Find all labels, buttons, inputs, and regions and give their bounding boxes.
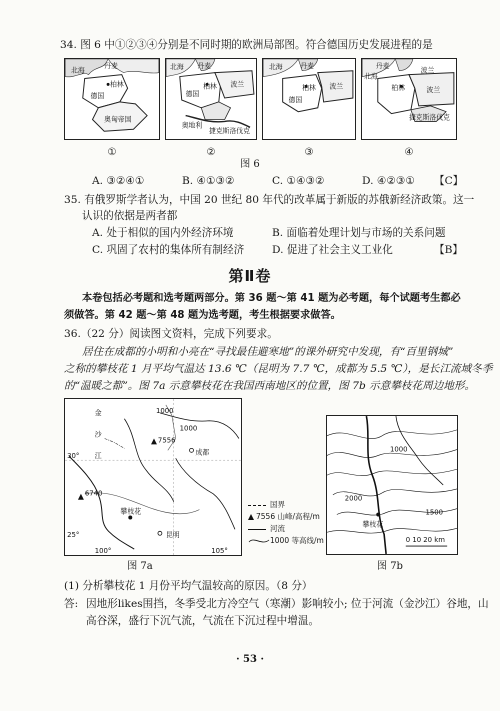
q34-option-c: C. ①④③② xyxy=(272,175,325,187)
map7a-label-jin: 金 xyxy=(94,408,102,417)
map3-label-germany: 德国 xyxy=(288,95,303,104)
map4-label-northsea: 北海 xyxy=(364,72,378,81)
map2-label-germany: 德国 xyxy=(185,90,200,99)
section-title: 第Ⅱ卷 xyxy=(228,267,272,285)
map4-numeral: ④ xyxy=(404,147,414,158)
q35-option-b: B. 面临着处理计划与市场的关系问题 xyxy=(272,227,446,239)
q35-option-a: A. 处于相似的国内外经济环境 xyxy=(92,227,234,239)
q36-answer-line2: 高谷深，盛行下沉气流，气流在下沉过程中增温。 xyxy=(86,615,320,627)
map7b-label-1500: 1500 xyxy=(425,508,443,517)
q34-option-a: A. ③②④① xyxy=(92,175,145,187)
map7a-label-contour1: 1000 xyxy=(155,406,174,415)
map2-label-austria: 奥地利 xyxy=(181,121,203,130)
q34-stem: 34. 图 6 中①②③④分别是不同时期的欧洲局部图。符合德国历史发展进程的是 xyxy=(60,39,433,51)
map7b-label-1000: 1000 xyxy=(390,445,408,454)
figure7a-caption: 图 7a xyxy=(127,561,153,572)
q36-para-line2: 之称的攀枝花 1 月平均气温达 13.6 ℃（昆明为 7.7 ℃，成都为 5.5 ℃），是长江流域冬季 xyxy=(64,363,493,375)
map7a-label-peak2: 6740 xyxy=(84,489,103,498)
legend-contour: 1000 等高线/m xyxy=(248,536,324,547)
map7a-label-peak1: 7556 xyxy=(157,436,176,445)
figure6-caption: 图 6 xyxy=(240,159,260,170)
map7b-label-city: 攀枝花 xyxy=(362,520,384,529)
page-number: · 53 · xyxy=(236,654,264,665)
map1-label-denmark: 丹麦 xyxy=(104,61,118,70)
map-1 xyxy=(64,58,160,140)
map2-label-berlin: 柏林 xyxy=(203,82,217,91)
map-3 xyxy=(262,58,356,140)
q35-option-d: D. 促进了社会主义工业化 xyxy=(272,244,393,256)
q36-answer-label: 答: xyxy=(64,598,79,610)
map7b-label-2000: 2000 xyxy=(344,494,363,503)
map7a-label-kunming: 昆明 xyxy=(165,531,180,540)
map-4 xyxy=(361,58,457,140)
map3-numeral: ③ xyxy=(304,147,314,158)
legend-river: 河流 xyxy=(248,524,285,535)
map1-label-austria-hungary: 奥匈帝国 xyxy=(104,115,132,124)
map7a-label-lat30: 30° xyxy=(67,452,80,461)
map4-label-berlin: 柏林 xyxy=(391,84,406,93)
map7a-label-lon100: 100° xyxy=(94,547,112,555)
figure-7a-map xyxy=(64,398,242,556)
map2-label-northsea: 北海 xyxy=(170,62,184,71)
map7a-label-lon105: 105° xyxy=(211,547,228,555)
map7a-label-jiang: 江 xyxy=(94,452,102,461)
peak-triangle-icon xyxy=(248,514,254,520)
map7a-label-contour2: 1000 xyxy=(179,424,198,433)
map7a-label-lat25: 25° xyxy=(67,531,80,540)
figure7b-caption: 图 7b xyxy=(377,561,403,572)
q36-para-line3: 的“温暖之都”。图 7a 示意攀枝花在我国西南地区的位置，图 7b 示意攀枝花周边地形。 xyxy=(64,380,476,392)
q34-option-d: D. ④②③① xyxy=(362,175,415,187)
q34-option-b: B. ④①③② xyxy=(182,175,235,187)
map7a-label-sha: 沙 xyxy=(94,430,102,439)
map3-label-northsea: 北海 xyxy=(269,62,283,71)
map2-label-denmark: 丹麦 xyxy=(197,61,211,70)
map1-label-berlin: 柏林 xyxy=(110,80,124,89)
section-intro-line1: 本卷包括必考题和选考题两部分。第 36 题～第 41 题为必考题，每个试题考生都必 xyxy=(82,293,461,304)
map3-label-denmark: 丹麦 xyxy=(300,61,314,70)
map1-numeral: ① xyxy=(107,147,117,158)
q36-answer-line1: 因地形likes围挡，冬季受北方冷空气（寒潮）影响较小; 位于河流（金沙江）谷地，山 xyxy=(86,598,489,610)
map2-numeral: ② xyxy=(206,147,216,158)
map2-label-poland: 波兰 xyxy=(230,80,245,89)
legend-peak: 7556 山峰/高程/m xyxy=(248,512,320,523)
q36-stem: 36.（22 分）阅读图文资料，完成下列要求。 xyxy=(64,328,278,340)
map1-label-germany: 德国 xyxy=(90,92,105,101)
map4-label-poland-north: 波兰 xyxy=(420,66,435,75)
map4-label-czechoslovakia: 捷克斯洛伐克 xyxy=(409,113,450,122)
map7b-scale: 0 10 20 km xyxy=(405,536,445,545)
map4-label-denmark: 丹麦 xyxy=(375,61,390,70)
map7a-label-chengdu: 成都 xyxy=(195,448,210,457)
q36-para-line1: 居住在成都的小明和小亮在“寻找最佳避寒地”的课外研究中发现，有“百里钢城” xyxy=(82,346,454,358)
q36-sub1: (1) 分析攀枝花 1 月份平均气温较高的原因。（8 分） xyxy=(64,580,313,592)
q35-stem-line1: 35. 有俄罗斯学者认为，中国 20 世纪 80 年代的改革属于新版的苏俄新经济政策。这一 xyxy=(64,194,475,206)
legend-border: 国界 xyxy=(248,500,285,511)
map-2 xyxy=(165,58,257,140)
q35-stem-line2: 认识的依据是两者都 xyxy=(82,210,178,222)
map7a-label-panzhihua: 攀枝花 xyxy=(120,507,142,516)
q34-answer: 【C】 xyxy=(434,175,464,187)
map4-label-poland: 波兰 xyxy=(426,86,441,95)
map3-label-berlin: 柏林 xyxy=(302,84,316,93)
map1-label-northsea: 北海 xyxy=(71,66,85,75)
section-intro-line2: 须做答。第 42 题～第 48 题为选考题，考生根据要求做答。 xyxy=(64,310,341,321)
figure-7b-map xyxy=(326,415,458,555)
map2-label-czechoslovakia: 捷克斯洛伐克 xyxy=(209,127,250,136)
q35-option-c: C. 巩固了农村的集体所有制经济 xyxy=(92,244,245,256)
q35-answer: 【B】 xyxy=(434,244,463,256)
map3-label-poland: 波兰 xyxy=(329,82,344,91)
